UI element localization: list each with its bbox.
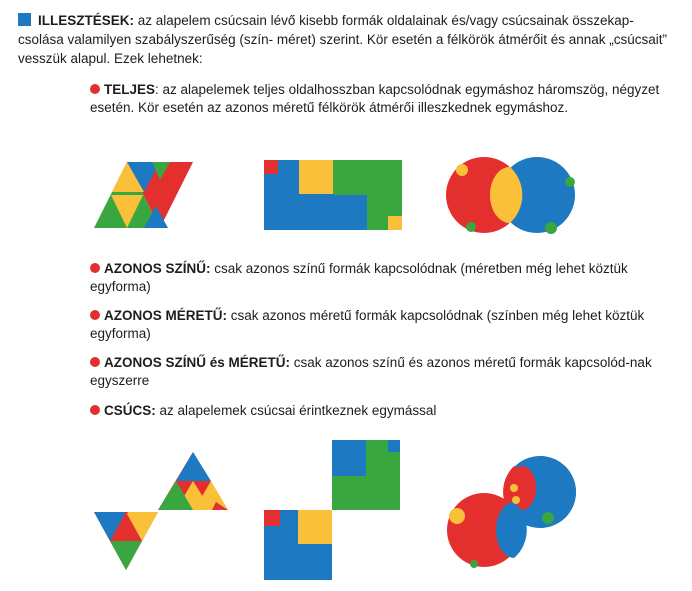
red-dot-bullet-icon xyxy=(90,84,100,94)
item-text: csak azonos színű és azonos méretű formák kapcsolód-nak egyszerre xyxy=(90,355,652,388)
circles-full-join-figure xyxy=(446,156,576,234)
item-azonos-meretu xyxy=(90,307,670,343)
intro-term: ILLESZTÉSEK: xyxy=(38,13,135,28)
item-azonos-szinu-es-meretu xyxy=(90,354,670,390)
item-azonos-szinu xyxy=(90,260,670,296)
triangles-vertex-join-figure xyxy=(94,452,230,570)
intro-paragraph xyxy=(18,11,678,68)
intro-text: az alapelem csúcsain lévő kisebb formák oldalainak és/vagy csúcsainak összekap-csolása valamilyen szabályszerűség (szín- méret) szerint. Kör esetén a félkörök átmérőit és annak „csúcsait” vesszük alapul. Ezek lehetnek: xyxy=(18,13,668,66)
red-dot-bullet-icon xyxy=(90,263,100,273)
item-term: AZONOS SZÍNŰ: xyxy=(104,261,211,276)
item-term: AZONOS SZÍNŰ és MÉRETŰ: xyxy=(104,355,291,370)
triangles-full-join-figure xyxy=(94,162,196,228)
item-text: az alapelemek csúcsai érintkeznek egymással xyxy=(155,403,437,418)
red-dot-bullet-icon xyxy=(90,310,100,320)
item-term: AZONOS MÉRETŰ: xyxy=(104,308,227,323)
squares-vertex-join-figure xyxy=(264,440,400,580)
item-term: TELJES xyxy=(104,82,156,97)
item-term: CSÚCS: xyxy=(104,403,156,418)
item-text: : az alapelemek teljes oldalhosszban kapcsolódnak egymáshoz háromszög, négyzet esetén. Kör esetén az azonos méretű félkörök átmérői illeszkednek egymáshoz. xyxy=(90,82,660,115)
item-text: csak azonos méretű formák kapcsolódnak (színben még lehet köztük egyforma) xyxy=(90,308,645,341)
item-csucs xyxy=(90,402,670,420)
item-text: csak azonos színű formák kapcsolódnak (méretben még lehet köztük egyforma) xyxy=(90,261,628,294)
red-dot-bullet-icon xyxy=(90,357,100,367)
item-teljes xyxy=(90,81,670,117)
squares-full-join-figure xyxy=(264,160,402,230)
circles-vertex-join-figure xyxy=(446,456,578,568)
blue-square-bullet-icon xyxy=(18,13,31,26)
red-dot-bullet-icon xyxy=(90,405,100,415)
